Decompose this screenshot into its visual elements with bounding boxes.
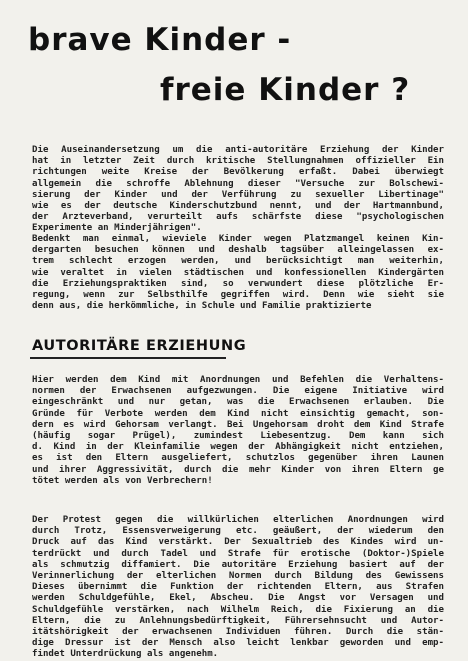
section-heading: AUTORITÄRE ERZIEHUNG [32, 338, 247, 354]
text-line: dige Dressur ist der Mensch also leicht lenkbar geworden und emp- [32, 638, 444, 649]
text-line: (häufig sogar Prügel), zumindest Liebesentzug. Dem kann sich [32, 431, 444, 442]
text-line: Die Auseinandersetzung um die anti-autoritäre Erziehung der Kinder [32, 145, 444, 155]
text-line: wie es der deutsche Kinderschutzbund nennt, und der Hartmannbund, [32, 201, 444, 212]
text-line: normen der Erwachsenen aufgezwungen. Die eigene Initiative wird [32, 386, 444, 397]
text-line: regung, wenn zur Selbsthilfe gegriffen wird. Denn wie sieht sie [32, 290, 444, 301]
text-line: Der Protest gegen die willkürlichen elterlichen Anordnungen wird [32, 515, 444, 525]
text-line: Hier werden dem Kind mit Anordnungen und Befehlen die Verhaltens- [32, 375, 444, 385]
text-line: Bedenkt man einmal, wieviele Kinder wegen Platzmangel keinen Kin- [32, 234, 444, 244]
paragraph-kindergarten [32, 234, 444, 312]
paragraph-authoritarian [32, 375, 444, 487]
title-line-1: brave Kinder - [28, 22, 292, 58]
text-line: trem schlecht erzogen werden, und berücksichtigt man weiterhin, [32, 256, 444, 267]
text-line: Druck auf das Kind verstärkt. Der Sexualtrieb des Kindes wird un- [32, 537, 444, 548]
text-line: Gründe für Verbote werden dem Kind nicht einsichtig gemacht, son- [32, 408, 444, 419]
text-line: hat in letzter Zeit durch kritische Stellungnahmen offizieller Ein [32, 156, 444, 167]
text-line: Eltern, die zu Anlehnungsbedürftigkeit, Führersehnsucht und Autor- [32, 615, 444, 626]
text-line: durch Trotz, Essensverweigerung etc. geäußert, der wiederum den [32, 526, 444, 537]
text-line: findet Unterdrückung als angenehm. [32, 649, 219, 660]
text-line: und ihrer Aggressivität, durch die mehr Kinder von ihren Eltern ge [32, 464, 444, 475]
text-line: wie veraltet in vielen städtischen und konfessionellen Kindergärten [32, 267, 444, 278]
text-line: es ist den Eltern ausgeliefert, schutzlos gegenüber ihren Launen [32, 453, 444, 464]
text-line: d. Kind in der Kleinfamilie wegen der Abhängigkeit nicht entziehen, [32, 442, 444, 453]
text-line: Schuldgefühle verstärken, nach Wilhelm Reich, die Fixierung an die [32, 604, 444, 615]
heading-underline [30, 357, 226, 359]
text-line: itätshörigkeit der erwachsenen Individuen führen. Durch die stän- [32, 627, 444, 638]
text-line: werden Schuldgefühle, Ekel, Abscheu. Die Angst vor Versagen und [32, 593, 444, 604]
text-line: als schmutzig diffamiert. Die autoritäre Erziehung basiert auf der [32, 559, 444, 570]
text-line: Experimente an Minderjährigen". [32, 223, 202, 234]
text-line: dergarten besuchen können und deshalb tagsüber alleingelassen ex- [32, 245, 444, 256]
paragraph-intro [32, 145, 444, 235]
text-line: eingeschränkt und nur getan, was die Erwachsenen erlauben. Die [32, 397, 444, 408]
text-line: allgemein die schroffe Ablehnung dieser "Versuche zur Bolschewi- [32, 178, 444, 189]
paragraph-protest [32, 515, 444, 661]
text-line: dern es wird Gehorsam verlangt. Bei Ungehorsam droht dem Kind Strafe [32, 419, 444, 430]
text-line: sierung der Kinder und der Verführung zu sexueller Libertinage" [32, 189, 444, 200]
text-line: terdrückt und durch Tadel und Strafe für erotische (Doktor-)Spiele [32, 548, 444, 559]
text-line: denn aus, die herkömmliche, in Schule und Familie praktizierte [32, 301, 372, 312]
text-line: die Erziehungspraktiken sind, so verwundert diese plötzliche Er- [32, 278, 444, 289]
text-line: der Ärzteverband, verurteilt aufs schärfste diese "psychologischen [32, 212, 444, 223]
text-line: richtungen weite Kreise der Bevölkerung erfaßt. Dabei überwiegt [32, 167, 444, 178]
text-line: Dieses übernimmt die Funktion der richtenden Eltern, aus Strafen [32, 582, 444, 593]
text-line: tötet werden als von Verbrechern! [32, 475, 213, 486]
title-line-2: freie Kinder ? [160, 72, 411, 108]
text-line: Verinnerlichung der elterlichen Normen durch Bildung des Gewissens [32, 571, 444, 582]
